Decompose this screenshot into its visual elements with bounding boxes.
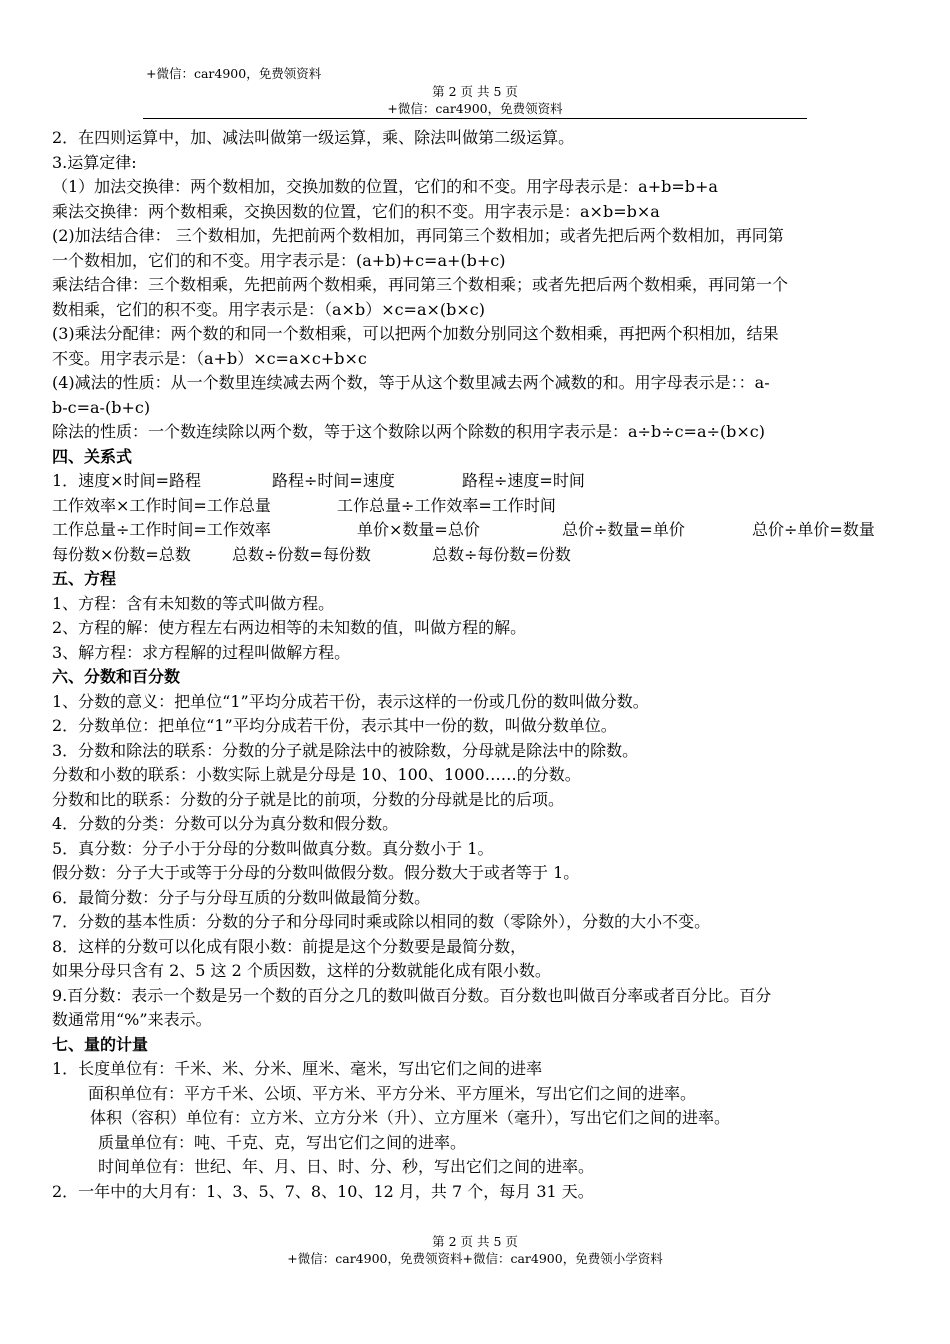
document-body xyxy=(52,126,902,1204)
text-line: 面积单位有：平方千米、公顷、平方米、平方分米、平方厘米，写出它们之间的进率。 xyxy=(88,1083,697,1103)
text-line: 6．最简分数：分子与分母互质的分数叫做最简分数。 xyxy=(52,887,431,907)
text-line: (2)加法结合律： 三个数相加，先把前两个数相加，再同第三个数相加；或者先把后两个数相加，再同第 xyxy=(52,226,784,245)
formula-cell: 路程÷速度=时间 xyxy=(462,471,585,490)
header-page-number: 第 2 页 共 5 页 xyxy=(432,84,518,99)
text-line: 5．真分数：分子小于分母的分数叫做真分数。真分数小于 1。 xyxy=(52,838,494,858)
formula-cell: 单价×数量=总价 xyxy=(357,520,480,539)
text-line: 乘法交换律：两个数相乘，交换因数的位置，它们的积不变。用字表示是：a×b=b×a xyxy=(52,201,660,221)
text-line: 3.运算定律: xyxy=(52,152,137,172)
text-line: 体积（容积）单位有：立方米、立方分米（升）、立方厘米（毫升），写出它们之间的进率。 xyxy=(90,1108,731,1127)
text-line: (4)减法的性质：从一个数里连续减去两个数，等于从这个数里减去两个减数的和。用字母表示是：：a- xyxy=(52,373,770,392)
section-heading: 七、量的计量 xyxy=(52,1034,149,1054)
text-line: （1）加法交换律：两个数相加，交换加数的位置，它们的和不变。用字母表示是：a+b=b+a xyxy=(52,177,718,196)
text-line: 8．这样的分数可以化成有限小数：前提是这个分数要是最简分数， xyxy=(52,936,527,956)
header-watermark: +微信：car4900，免费领资料 xyxy=(146,66,322,81)
text-line: 数相乘，它们的积不变。用字表示是：（a×b）×c=a×(b×c) xyxy=(52,299,486,319)
formula-cell: 工作总量÷工作时间=工作效率 xyxy=(52,520,271,539)
text-line: 3．分数和除法的联系：分数的分子就是除法中的被除数，分母就是除法中的除数。 xyxy=(52,740,639,760)
text-line: 9.百分数：表示一个数是另一个数的百分之几的数叫做百分数。百分数也叫做百分率或者百分比。百分 xyxy=(52,985,772,1005)
formula-row xyxy=(52,494,902,519)
text-line: 2．在四则运算中，加、减法叫做第一级运算，乘、除法叫做第二级运算。 xyxy=(52,128,575,147)
text-line: 3、解方程：求方程解的过程叫做解方程。 xyxy=(52,642,351,662)
text-line: 2．一年中的大月有：1、3、5、7、8、10、12 月，共 7 个，每月 31 天。 xyxy=(52,1181,594,1201)
section-heading: 四、关系式 xyxy=(52,446,133,466)
text-line: 质量单位有：吨、千克、克，写出它们之间的进率。 xyxy=(98,1132,467,1152)
text-line: 7．分数的基本性质：分数的分子和分母同时乘或除以相同的数（零除外），分数的大小不变。 xyxy=(52,912,711,931)
text-line: 分数和小数的联系：小数实际上就是分母是 10、100、1000……的分数。 xyxy=(52,765,581,784)
text-line: 不变。用字表示是：（a+b）×c=a×c+b×c xyxy=(52,348,367,368)
formula-cell: 路程÷时间=速度 xyxy=(272,471,395,490)
text-line: 1．长度单位有：千米、米、分米、厘米、毫米，写出它们之间的进率 xyxy=(52,1059,543,1078)
formula-cell: 总数÷每份数=份数 xyxy=(432,544,571,564)
text-line: 除法的性质：一个数连续除以两个数，等于这个数除以两个除数的积用字表示是：a÷b÷c=a÷(b×c) xyxy=(52,422,766,441)
text-line: 2．分数单位：把单位“1”平均分成若干份，表示其中一份的数，叫做分数单位。 xyxy=(52,716,617,735)
text-line: 数通常用“%”来表示。 xyxy=(52,1010,212,1029)
text-line: (3)乘法分配律：两个数的和同一个数相乘，可以把两个加数分别同这个数相乘，再把两个积相加，结果 xyxy=(52,324,779,343)
text-line: 1、方程：含有未知数的等式叫做方程。 xyxy=(52,593,335,613)
header-watermark-2: +微信：car4900，免费领资料 xyxy=(387,101,563,116)
formula-cell: 总数÷份数=每份数 xyxy=(232,544,371,564)
section-heading: 六、分数和百分数 xyxy=(52,667,181,686)
text-line: 4．分数的分类：分数可以分为真分数和假分数。 xyxy=(52,814,399,833)
text-line: 分数和比的联系：分数的分子就是比的前项，分数的分母就是比的后项。 xyxy=(52,789,565,809)
text-line: 2、方程的解：使方程左右两边相等的未知数的值，叫做方程的解。 xyxy=(52,618,527,637)
formula-row xyxy=(52,543,902,568)
header-rule xyxy=(143,118,807,119)
footer-page-number: 第 2 页 共 5 页 xyxy=(432,1234,518,1249)
formula-row xyxy=(52,518,902,543)
text-line: 如果分母只含有 2、5 这 2 个质因数，这样的分数就能化成有限小数。 xyxy=(52,961,551,980)
text-line: 假分数：分子大于或等于分母的分数叫做假分数。假分数大于或者等于 1。 xyxy=(52,863,580,882)
formula-cell: 1．速度×时间=路程 xyxy=(52,471,201,490)
formula-cell: 总价÷数量=单价 xyxy=(562,520,685,539)
text-line: 一个数相加，它们的和不变。用字表示是：(a+b)+c=a+(b+c) xyxy=(52,250,506,270)
formula-row xyxy=(52,469,902,494)
section-heading: 五、方程 xyxy=(52,569,117,588)
text-line: b-c=a-(b+c) xyxy=(52,397,151,417)
footer-watermark: +微信：car4900，免费领资料+微信：car4900，免费领小学资料 xyxy=(287,1251,663,1266)
formula-cell: 每份数×份数=总数 xyxy=(52,544,191,564)
text-line: 乘法结合律：三个数相乘，先把前两个数相乘，再同第三个数相乘；或者先把后两个数相乘，再同第一个 xyxy=(52,275,789,294)
formula-cell: 总价÷单价=数量 xyxy=(752,520,875,539)
formula-cell: 工作总量÷工作效率=工作时间 xyxy=(337,495,556,515)
formula-cell: 工作效率×工作时间=工作总量 xyxy=(52,495,271,515)
text-line: 1、分数的意义：把单位“1”平均分成若干份，表示这样的一份或几份的数叫做分数。 xyxy=(52,691,649,711)
text-line: 时间单位有：世纪、年、月、日、时、分、秒，写出它们之间的进率。 xyxy=(98,1157,595,1176)
